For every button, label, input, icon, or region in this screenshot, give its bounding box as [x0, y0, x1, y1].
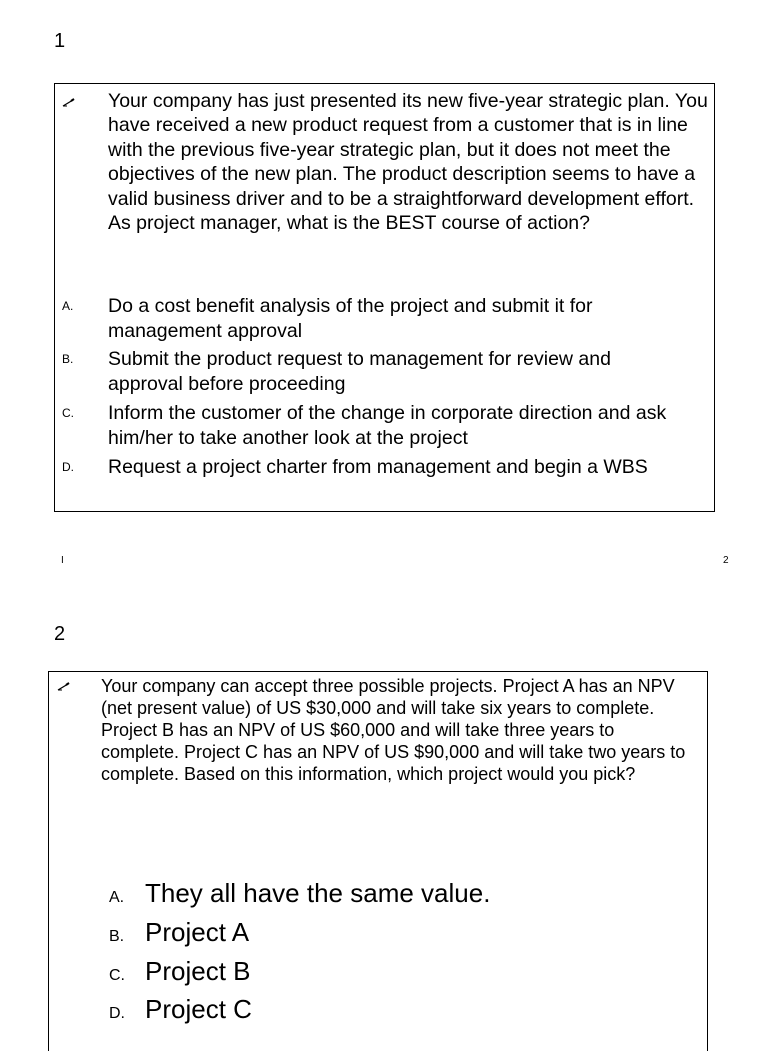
question-box	[54, 83, 715, 512]
pen-icon	[57, 682, 71, 692]
question-text: Your company can accept three possible projects. Project A has an NPV (net present value) of US $30,000 and will take six years to complete. Project B has an NPV of US $60,000 and will take three years to complete. Project C has an NPV of US $90,000 and will take two years to complete. Based on this information, which project would you pick?	[101, 676, 686, 784]
option-text: They all have the same value.	[145, 878, 491, 908]
option-letter: A.	[109, 889, 125, 906]
answer-option	[109, 956, 251, 986]
footer-left-mark: I	[61, 555, 64, 566]
option-letter: D.	[109, 1005, 125, 1022]
option-text: Do a cost benefit analysis of the project and submit it for management approval	[108, 295, 593, 342]
answer-option	[62, 455, 702, 480]
pen-icon	[62, 98, 76, 108]
option-letter: B.	[109, 928, 125, 945]
option-text: Submit the product request to management for review and approval before proceeding	[108, 348, 611, 395]
option-text: Project C	[145, 994, 252, 1024]
question-text: Your company has just presented its new five-year strategic plan. You have received a new product request from a customer that is in line with the previous five-year strategic plan, but it does not meet the objectives of the new plan. The product description seems to have a valid business driver and to be a straightforward development effort. As project manager, what is the BEST course of action?	[108, 90, 708, 235]
option-letter: C.	[62, 406, 74, 420]
option-letter: D.	[62, 460, 74, 474]
question-number: 1	[54, 30, 66, 52]
option-letter: A.	[62, 299, 74, 313]
answer-option	[62, 401, 702, 450]
answer-option	[62, 294, 702, 343]
answer-option	[109, 917, 249, 947]
question-box	[48, 671, 708, 1051]
answer-option	[62, 347, 702, 396]
option-text: Project B	[145, 956, 251, 986]
option-text: Project A	[145, 917, 250, 947]
question-number: 2	[54, 623, 66, 645]
option-letter: C.	[109, 967, 125, 984]
option-letter: B.	[62, 352, 74, 366]
page-number: 2	[723, 555, 729, 566]
option-text: Inform the customer of the change in corporate direction and ask him/her to take another look at the project	[108, 402, 667, 449]
option-text: Request a project charter from management and begin a WBS	[108, 456, 648, 478]
answer-option	[109, 994, 252, 1024]
answer-option	[109, 878, 490, 908]
